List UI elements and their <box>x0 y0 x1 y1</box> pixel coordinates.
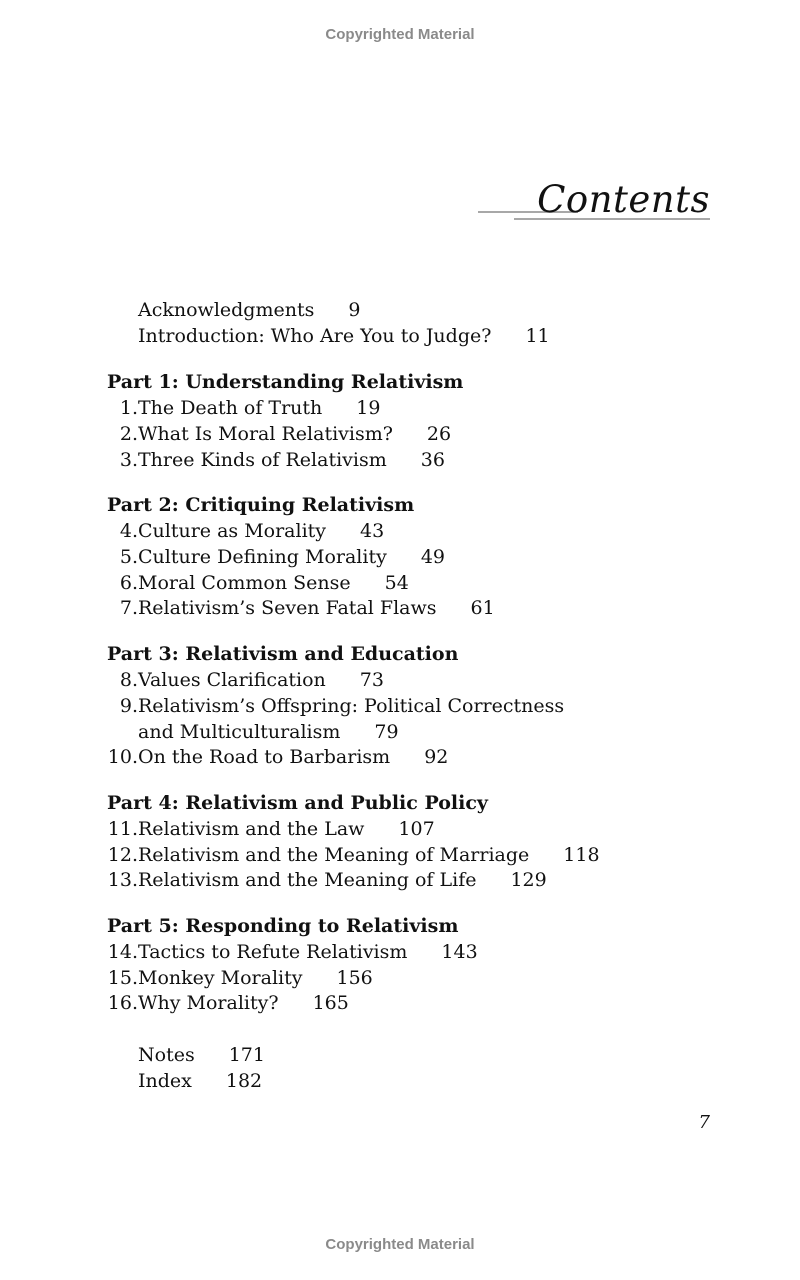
entry-title: Acknowledgments <box>138 299 315 321</box>
entry-title: Index <box>138 1070 192 1092</box>
toc-chapter-16 <box>100 991 349 1015</box>
toc-chapter-10 <box>100 745 448 769</box>
chapter-number: 7. <box>119 597 138 619</box>
chapter-number: 4. <box>119 520 138 542</box>
part-heading-2: Part 2: Critiquing Relativism <box>107 494 415 516</box>
chapter-number: 10. <box>107 746 138 768</box>
chapter-title: Tactics to Refute Relativism <box>138 941 408 963</box>
chapter-number: 13. <box>107 869 138 891</box>
part-heading-3: Part 3: Relativism and Education <box>107 643 459 665</box>
toc-chapter-1 <box>100 396 380 420</box>
toc-chapter-15 <box>100 966 373 990</box>
chapter-number: 6. <box>119 572 138 594</box>
part-heading-1: Part 1: Understanding Relativism <box>107 371 464 393</box>
chapter-title: Culture Defining Morality <box>138 546 387 568</box>
entry-page: 182 <box>225 1070 263 1092</box>
chapter-title: Three Kinds of Relativism <box>138 449 387 471</box>
chapter-page: 129 <box>510 869 547 891</box>
chapter-number: 1. <box>119 397 138 419</box>
toc-chapter-4 <box>100 519 384 543</box>
toc-entry-acknowledgments <box>138 298 360 322</box>
chapter-title: Why Morality? <box>138 992 279 1014</box>
toc-chapter-9-continuation <box>138 720 399 744</box>
toc-chapter-5 <box>100 545 445 569</box>
copyright-header: Copyrighted Material <box>325 26 475 43</box>
toc-chapter-14 <box>100 940 478 964</box>
chapter-page: 92 <box>424 746 449 768</box>
chapter-number: 2. <box>119 423 138 445</box>
entry-page: 11 <box>525 325 550 347</box>
toc-chapter-2 <box>100 422 451 446</box>
chapter-page: 61 <box>470 597 495 619</box>
chapter-title: The Death of Truth <box>138 397 323 419</box>
chapter-page: 107 <box>398 818 435 840</box>
chapter-page: 26 <box>426 423 452 445</box>
chapter-number: 15. <box>107 967 138 989</box>
toc-chapter-8 <box>100 668 384 692</box>
chapter-number: 3. <box>119 449 138 471</box>
chapter-page: 118 <box>563 844 600 866</box>
copyright-footer: Copyrighted Material <box>325 1236 475 1253</box>
chapter-title: Values Clarification <box>138 669 326 691</box>
chapter-title: Relativism and the Law <box>138 818 365 840</box>
chapter-title-continuation: and Multiculturalism <box>138 721 341 743</box>
chapter-title: Culture as Morality <box>138 520 327 542</box>
chapter-number: 16. <box>107 992 138 1014</box>
entry-title: Introduction: Who Are You to Judge? <box>138 325 492 347</box>
chapter-number: 8. <box>119 669 138 691</box>
toc-entry-index <box>138 1069 262 1093</box>
chapter-number: 9. <box>119 695 138 717</box>
chapter-title: Monkey Morality <box>138 967 303 989</box>
chapter-title: Relativism and the Meaning of Marriage <box>138 844 530 866</box>
toc-chapter-9 <box>100 694 564 718</box>
page-number: 7 <box>698 1112 710 1133</box>
chapter-title: Relativism and the Meaning of Life <box>138 869 477 891</box>
chapter-page: 19 <box>356 397 381 419</box>
toc-chapter-6 <box>100 571 409 595</box>
entry-page: 9 <box>348 299 361 321</box>
part-heading-5: Part 5: Responding to Relativism <box>107 915 459 937</box>
chapter-number: 11. <box>107 818 138 840</box>
chapter-page: 43 <box>360 520 385 542</box>
toc-chapter-11 <box>100 817 435 841</box>
toc-chapter-7 <box>100 596 495 620</box>
chapter-title: Relativism’s Seven Fatal Flaws <box>138 597 437 619</box>
part-heading-4: Part 4: Relativism and Public Policy <box>107 792 488 814</box>
chapter-title: What Is Moral Relativism? <box>138 423 393 445</box>
toc-chapter-13 <box>100 868 547 892</box>
toc-entry-introduction <box>138 324 550 348</box>
chapter-number: 5. <box>119 546 138 568</box>
chapter-page: 73 <box>359 669 384 691</box>
chapter-page: 36 <box>420 449 445 471</box>
chapter-title: Moral Common Sense <box>138 572 351 594</box>
toc-chapter-12 <box>100 843 600 867</box>
chapter-page: 49 <box>420 546 446 568</box>
chapter-page: 156 <box>336 967 373 989</box>
chapter-page: 165 <box>312 992 349 1014</box>
chapter-title: Relativism’s Offspring: Political Correctness <box>138 695 565 717</box>
chapter-page: 54 <box>384 572 409 594</box>
chapter-number: 14. <box>107 941 138 963</box>
entry-page: 171 <box>228 1044 265 1066</box>
contents-heading: Contents <box>537 178 710 221</box>
chapter-page: 79 <box>374 721 399 743</box>
chapter-title: On the Road to Barbarism <box>138 746 391 768</box>
entry-title: Notes <box>138 1044 195 1066</box>
chapter-page: 143 <box>441 941 478 963</box>
toc-entry-notes <box>138 1043 265 1067</box>
chapter-number: 12. <box>107 844 138 866</box>
toc-chapter-3 <box>100 448 445 472</box>
